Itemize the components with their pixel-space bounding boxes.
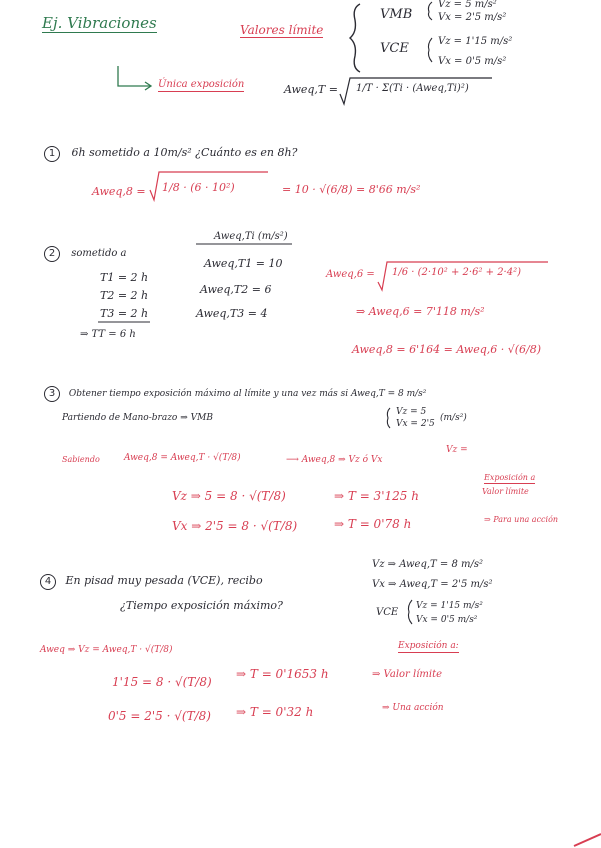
- ex4-statement: En pisad muy pesada (VCE), recibo: [65, 574, 263, 587]
- ex3-line2-vx: Vx = 2'5: [396, 419, 435, 429]
- formula-rhs: 1/T · Σ(Ti · (Aweq,Ti)²): [356, 83, 469, 94]
- ex3-row1-lhs: Vz ⇒ 5 = 8 · √(T/8): [172, 489, 286, 503]
- ex4-row1-lhs: 1'15 = 8 · √(T/8): [112, 675, 212, 689]
- ex3-row2-note: ⇒ Para una acción: [484, 515, 559, 524]
- ex4-vz-line: Vz ⇒ Aweq,T = 8 m/s²: [372, 559, 483, 570]
- ex4-vce-vx: Vx = 0'5 m/s²: [416, 615, 478, 625]
- ex4-row2-res: ⇒ T = 0'32 h: [236, 705, 314, 719]
- ex3-row2-res: ⇒ T = 0'78 h: [334, 517, 412, 531]
- limits-title: Valores límite: [240, 23, 324, 37]
- ex2-accel-2: Aweq,T2 = 6: [200, 283, 272, 296]
- vce-label: VCE: [380, 41, 409, 56]
- single-exposure-label: Única exposición: [158, 79, 245, 90]
- ex2-calc1-expr: 1/6 · (2·10² + 2·6² + 2·4²): [392, 267, 522, 278]
- ex1-expr: 1/8 · (6 · 10²): [162, 181, 235, 194]
- vce-vx: Vx = 0'5 m/s²: [438, 56, 507, 67]
- ex1-lhs: Aweq,8 =: [92, 185, 146, 198]
- ex3-note1-title: Exposición a: [484, 473, 536, 482]
- vce-vz: Vz = 1'15 m/s²: [438, 36, 513, 47]
- vmb-vx: Vx = 2'5 m/s²: [438, 12, 507, 23]
- ex3-line2-unit: (m/s²): [440, 413, 467, 423]
- ex3-sab-arrow: ⟶ Aweq,8 ⇒ Vz ó Vx: [286, 455, 383, 465]
- ex2-calc2: ⇒ Aweq,6 = 7'118 m/s²: [356, 305, 485, 318]
- ex2-time-1: T1 = 2 h: [100, 271, 149, 284]
- ex1-result: = 10 · √(6/8) = 8'66 m/s²: [282, 183, 421, 196]
- ex3-row1-res: ⇒ T = 3'125 h: [334, 489, 419, 503]
- ex2-number: 2: [44, 246, 60, 262]
- ex3-number: 3: [44, 386, 60, 402]
- ex3-vz-eq: Vz =: [446, 445, 468, 455]
- formula-lhs: Aweq,T =: [284, 83, 338, 96]
- ex3-sabiendo: Sabiendo: [62, 455, 100, 464]
- ex4-exp-title: Exposición a:: [398, 641, 459, 651]
- ex3-row2-lhs: Vx ⇒ 2'5 = 8 · √(T/8): [172, 519, 298, 533]
- ex2-calc3: Aweq,8 = 6'164 = Aweq,6 · √(6/8): [352, 343, 542, 356]
- ex4-number: 4: [40, 574, 56, 590]
- ex2-col-header: Aweq,Ti (m/s²): [214, 231, 288, 242]
- ex3-statement: Obtener tiempo exposición máximo al límite y una vez más si Aweq,T = 8 m/s²: [68, 389, 427, 399]
- ex4-row1-res: ⇒ T = 0'1653 h: [236, 667, 329, 681]
- ex4-row1-note: ⇒ Valor límite: [372, 669, 443, 680]
- ex2-block: [44, 246, 127, 262]
- ex2-statement: sometido a: [71, 248, 127, 259]
- page-title: Ej. Vibraciones: [42, 14, 157, 32]
- ex2-accel-1: Aweq,T1 = 10: [204, 257, 283, 270]
- ex1-number: 1: [44, 146, 60, 162]
- ex4-block: [40, 574, 263, 590]
- ex4-vce: VCE: [376, 607, 399, 618]
- ex4-vce-vz: Vz = 1'15 m/s²: [416, 601, 483, 611]
- ex3-sab-formula: Aweq,8 = Aweq,T · √(T/8): [124, 453, 241, 463]
- ex2-accel-3: Aweq,T3 = 4: [196, 307, 268, 320]
- ex4-question: ¿Tiempo exposición máximo?: [120, 599, 283, 612]
- ex4-row2-note: ⇒ Una acción: [382, 703, 444, 713]
- ex2-total: ⇒ TT = 6 h: [80, 329, 136, 340]
- ex3-line2-vz: Vz = 5: [396, 407, 427, 417]
- ex4-row2-lhs: 0'5 = 2'5 · √(T/8): [108, 709, 211, 723]
- ex2-time-2: T2 = 2 h: [100, 289, 149, 302]
- ex3-note1-value: Valor límite: [482, 487, 529, 496]
- ex2-time-3: T3 = 2 h: [100, 307, 149, 320]
- vmb-vz: Vz = 5 m/s²: [438, 0, 497, 10]
- ex1-block: [44, 146, 297, 162]
- ex4-vx-line: Vx ⇒ Aweq,T = 2'5 m/s²: [372, 579, 493, 590]
- ex3-line2: Partiendo de Mano-brazo ⇒ VMB: [62, 413, 213, 423]
- ex1-statement: 6h sometido a 10m/s² ¿Cuánto es en 8h?: [71, 146, 298, 159]
- ex4-aweq-lhs: Aweq ⇒ Vz = Aweq,T · √(T/8): [40, 645, 173, 655]
- vmb-label: VMB: [380, 7, 413, 22]
- ex3-block: [44, 386, 426, 402]
- ex2-calc1-lhs: Aweq,6 =: [326, 269, 375, 280]
